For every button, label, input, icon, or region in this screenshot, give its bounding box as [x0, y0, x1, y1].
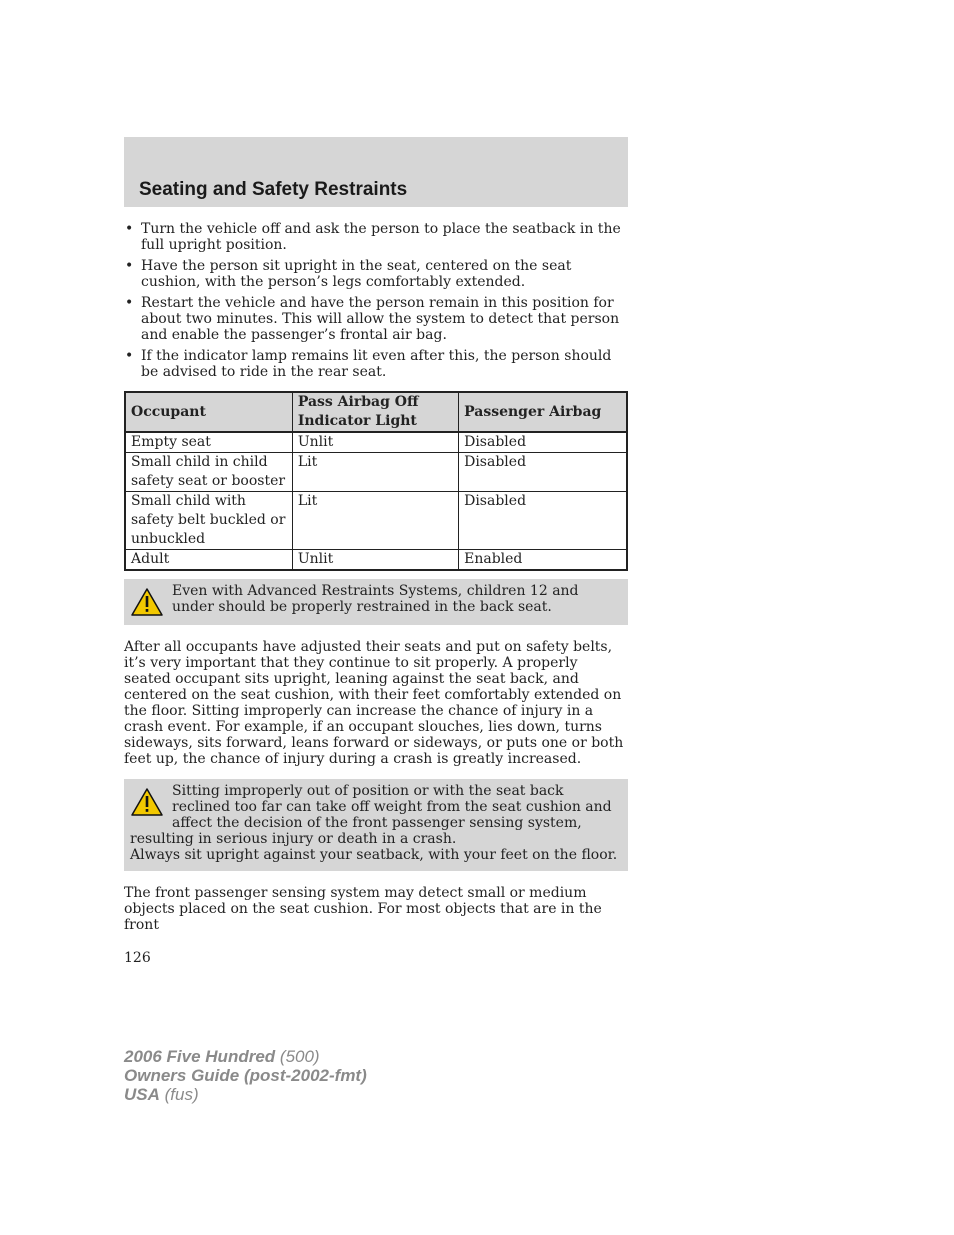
bullet-icon: • [125, 348, 134, 364]
warning-text: Even with Advanced Restraints Systems, children 12 and under should be properly restrained in the back seat. [172, 583, 579, 615]
footer-line: Owners Guide (post-2002-fmt) [124, 1066, 367, 1085]
warning-triangle-icon [130, 587, 164, 617]
table-cell: Enabled [459, 550, 627, 571]
table-row [125, 550, 627, 571]
table-cell: Adult [125, 550, 292, 571]
footer-line: 2006 Five Hundred (500) [124, 1047, 320, 1066]
list-item: • Restart the vehicle and have the person remain in this position for about two minutes. This will allow the system to detect that person and enable the passenger’s frontal air bag. [125, 295, 620, 343]
table-cell: Disabled [459, 453, 627, 492]
airbag-status-table [124, 391, 628, 571]
table-cell: Lit [292, 453, 458, 492]
table-cell: Disabled [459, 492, 627, 550]
body-paragraph: The front passenger sensing system may detect small or medium objects placed on the seat cushion. For most objects that are in the front [124, 885, 602, 933]
bullet-icon: • [125, 221, 134, 237]
warning-box-posture [124, 779, 628, 871]
warning-box-children [124, 579, 628, 625]
page-number: 126 [124, 950, 151, 966]
body-paragraph: After all occupants have adjusted their seats and put on safety belts, it’s very important that they continue to sit properly. A properly seated occupant sits upright, leaning against the seat back, and centered on the seat cushion, with their feet comfortably extended on the floor. Sitting improperly can increase the chance of injury in a crash event. For example, if an occupant slouches, lies down, turns sideways, sits forward, leans forward or sideways, or puts one or both feet up, the chance of injury during a crash is greatly increased. [124, 639, 624, 767]
footer-line: USA (fus) [124, 1085, 199, 1104]
table-row [125, 492, 627, 550]
section-title: Seating and Safety Restraints [139, 179, 408, 200]
instruction-list [124, 221, 628, 380]
table-row [125, 432, 627, 453]
table-cell: Empty seat [125, 432, 292, 453]
document-footer [124, 1047, 367, 1104]
table-cell: Lit [292, 492, 458, 550]
section-header [124, 137, 628, 207]
column-header: Pass Airbag Off Indicator Light [292, 392, 458, 432]
table-row [125, 453, 627, 492]
table-cell: Small child with safety belt buckled or unbuckled [125, 492, 292, 550]
list-item: • Turn the vehicle off and ask the person to place the seatback in the full upright position. [125, 221, 621, 253]
table-header-row [125, 392, 627, 432]
table-cell: Disabled [459, 432, 627, 453]
bullet-icon: • [125, 258, 134, 274]
column-header: Occupant [125, 392, 292, 432]
table-cell: Unlit [292, 550, 458, 571]
warning-text: Sitting improperly out of position or with the seat back reclined too far can take off weight from the seat cushion and affect the decision of the front passenger sensing system, resulting in serious injury or death in a crash. [130, 783, 612, 847]
warning-text-advice: Always sit upright against your seatback, with your feet on the floor. [130, 847, 618, 863]
page-content [124, 221, 628, 966]
list-item: • If the indicator lamp remains lit even after this, the person should be advised to ride in the rear seat. [125, 348, 612, 380]
table-cell: Unlit [292, 432, 458, 453]
bullet-icon: • [125, 295, 134, 311]
table-cell: Small child in child safety seat or booster [125, 453, 292, 492]
column-header: Passenger Airbag [459, 392, 627, 432]
warning-triangle-icon [130, 787, 164, 817]
list-item: • Have the person sit upright in the seat, centered on the seat cushion, with the person’s legs comfortably extended. [125, 258, 572, 290]
